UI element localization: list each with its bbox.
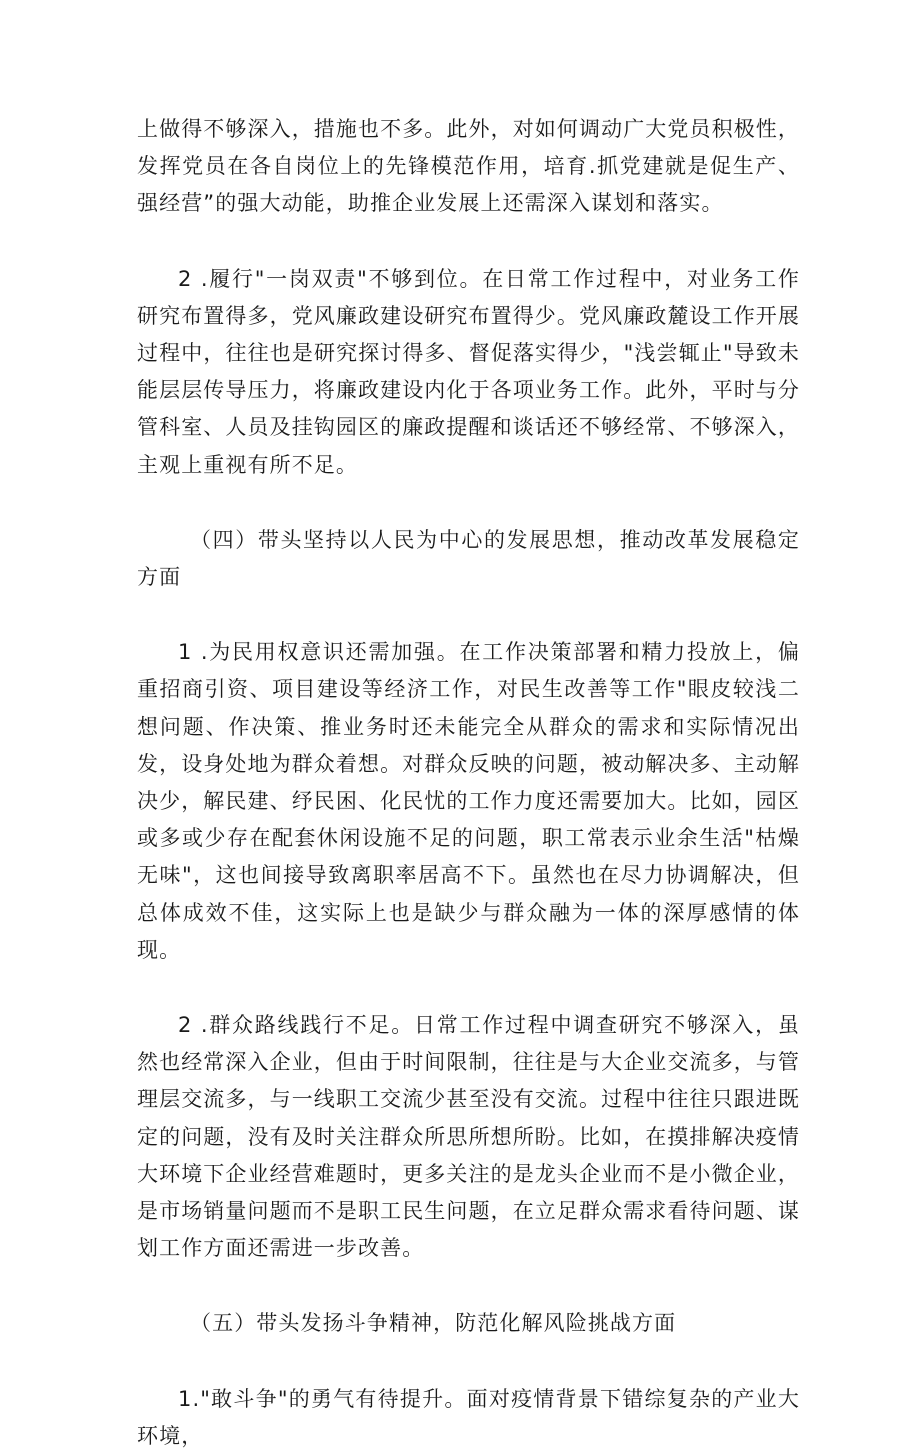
- paragraph-item-1-courage-to-struggle: 1."敢斗争"的勇气有待提升。面对疫情背景下错综复杂的产业大环境，: [137, 1386, 800, 1448]
- paragraph-item-2-one-post-dual-duty: 2 .履行"一岗双责"不够到位。在日常工作过程中，对业务工作研究布置得多，党风廉政建设研究布置得少。党风廉政麓设工作开展过程中，往往也是研究探讨得多、督促落实得少，"浅尝辄止"导致未能层层传导压力，将廉政建设内化于各项业务工作。此外，平时与分管科室、人员及挂钩园区的廉政提醒和谈话还不够经常、不够深入，主观上重视有所不足。: [137, 266, 800, 477]
- paragraph-continued: 上做得不够深入，措施也不多。此外，对如何调动广大党员积极性，发挥党员在各自岗位上的先锋模范作用，培育.抓党建就是促生产、强经营”的强大动能，助推企业发展上还需深入谋划和落实。: [137, 117, 800, 216]
- paragraph-item-2-mass-line: 2 .群众路线践行不足。日常工作过程中调查研究不够深入，虽然也经常深入企业，但由于时间限制，往往是与大企业交流多，与管理层交流多，与一线职工交流少甚至没有交流。过程中往往只跟进既定的问题，没有及时关注群众所思所想所盼。比如，在摸排解决疫情大环境下企业经营难题时，更多关注的是龙头企业而不是小微企业，是市场销量问题而不是职工民生问题，在立足群众需求看待问题、谋划工作方面还需进一步改善。: [137, 1013, 800, 1261]
- section-heading-4: （四）带头坚持以人民为中心的发展思想，推动改革发展稳定方面: [137, 527, 800, 590]
- section-heading-5: （五）带头发扬斗争精神，防范化解风险挑战方面: [190, 1311, 677, 1336]
- paragraph-item-1-power-for-people: 1 .为民用权意识还需加强。在工作决策部署和精力投放上，偏重招商引资、项目建设等经济工作，对民生改善等工作"眼皮较浅二想问题、作决策、推业务时还未能完全从群众的需求和实际情况出发，设身处地为群众着想。对群众反映的问题，被动解决多、主动解决少，解民建、纾民困、化民忧的工作力度还需要加大。比如，园区或多或少存在配套休闲设施不足的问题，职工常表示业余生活"枯燥无味"，这也间接导致离职率居高不下。虽然也在尽力协调解决，但总体成效不佳，这实际上也是缺少与群众融为一体的深厚感情的体现。: [137, 640, 800, 962]
